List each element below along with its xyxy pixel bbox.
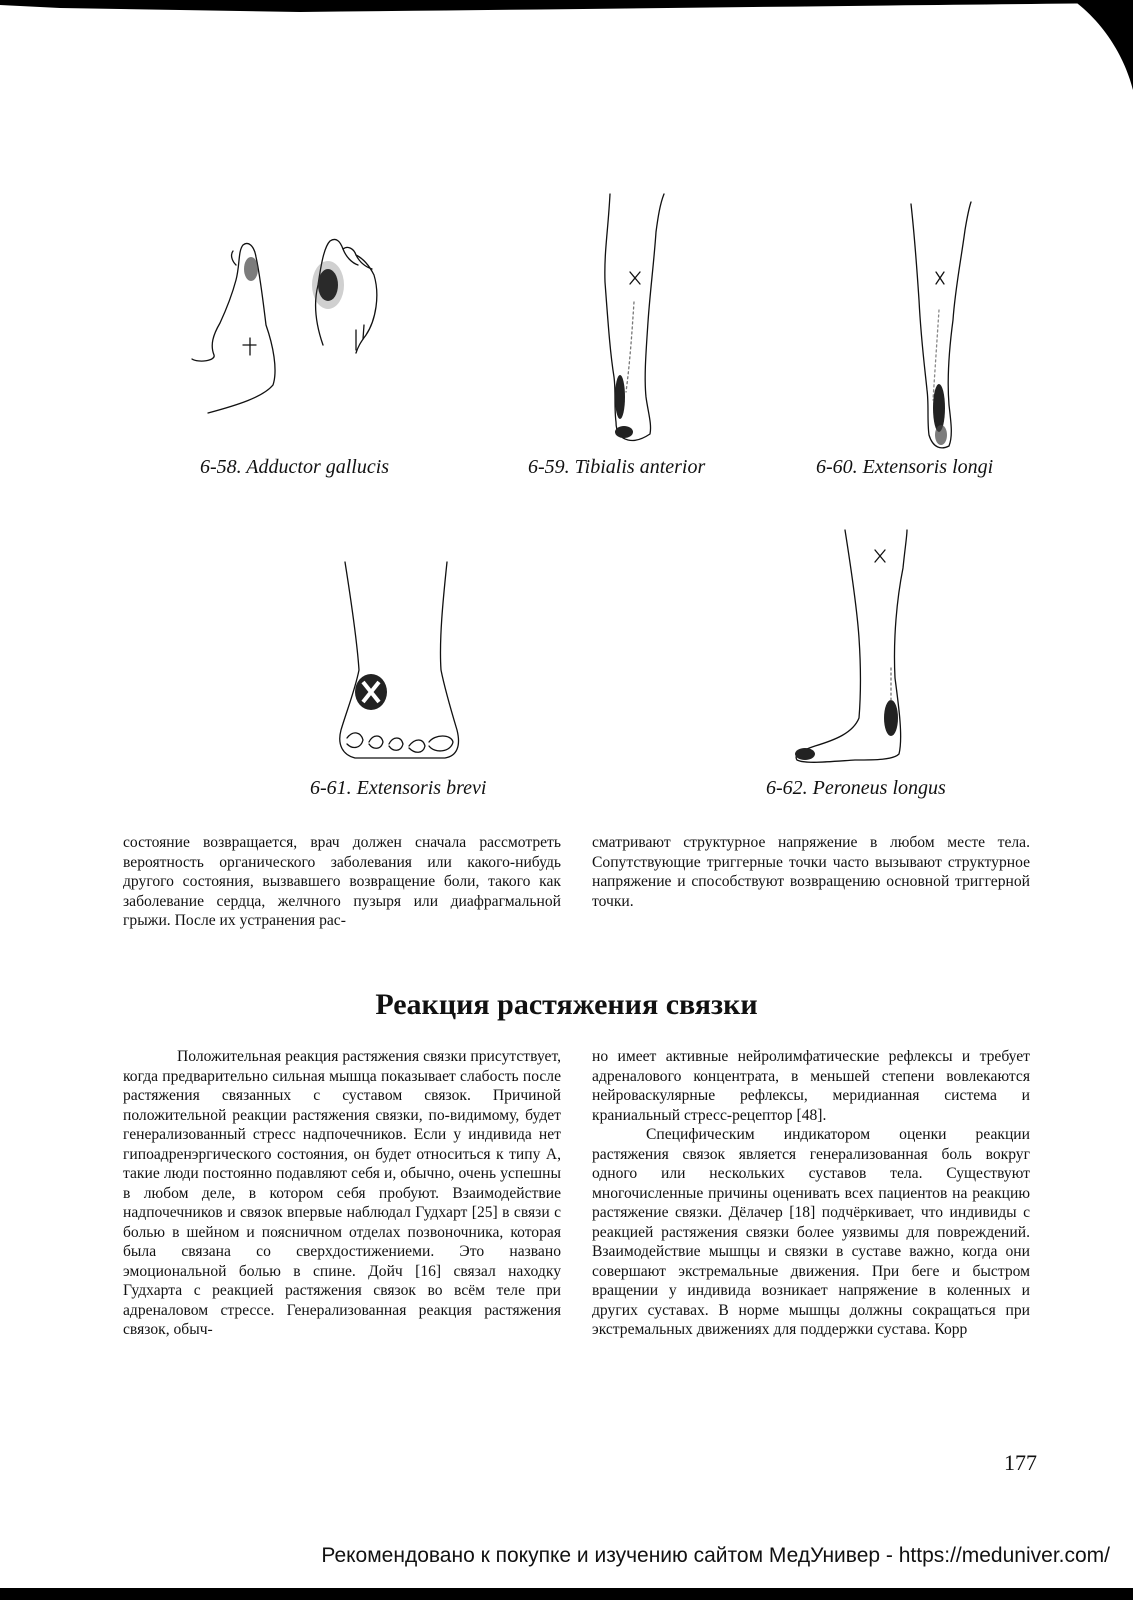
figure-6-60-illustration xyxy=(905,200,985,455)
figure-6-61-illustration xyxy=(335,560,475,770)
scan-edge-bottom xyxy=(0,1588,1133,1600)
scan-edge-right xyxy=(1073,0,1133,90)
scan-edge-top xyxy=(0,0,1133,14)
figure-caption-6-61: 6-61. Extensoris brevi xyxy=(310,777,487,799)
figure-6-62-illustration xyxy=(795,528,935,773)
footer-recommendation: Рекомендовано к покупке и изучению сайтом МедУнивер - https://meduniver.com/ xyxy=(321,1544,1110,1567)
lower-text-right-column xyxy=(592,1047,1030,1340)
figure-caption-6-60: 6-60. Extensoris longi xyxy=(816,456,994,478)
lower-text-left-column xyxy=(123,1047,561,1340)
upper-text-right-column xyxy=(592,833,1030,911)
lower-right-paragraph-2: Специфическим индикатором оценки реакции растяжения связок является генерализованная боль вокруг одного или нескольких суставов тела. Существуют многочисленные причины оценивать всех пациентов на реакцию растяжение связки. Дёлачер [18] подчёркивает, что индивиды с реакцией растяжения связки более уязвимы для повреждений. Взаимодействие мышцы и связки в суставе важно, когда они совершают экстремальные движения. При беге и быстром вращении у индивида возникает напряжение в коленных и других суставах. В норме мышцы должны сокращаться при экстремальных движениях для поддержки сустава. Корр xyxy=(592,1126,1030,1338)
figure-6-58-illustration xyxy=(188,235,398,420)
upper-text-left-column xyxy=(123,833,561,931)
lower-right-paragraph-1: но имеет активные нейролимфатические рефлексы и требует адреналового концентрата, в меньшей степени вовлекаются нейроваскулярные рефлексы, меридианная система и краниальный стресс-рецептор [48]. xyxy=(592,1048,1030,1124)
figure-caption-6-59: 6-59. Tibialis anterior xyxy=(528,456,706,478)
upper-left-paragraph: состояние возвращается, врач должен сначала рассмотреть вероятность органического заболевания или какого-нибудь другого состояния, вызвавшего возвращение боли, такого как заболевание сердца, желчного пузыря или диафрагмальной грыжи. После их устранения рас- xyxy=(123,834,561,929)
section-title: Реакция растяжения связки xyxy=(375,988,758,1021)
lower-left-paragraph: Положительная реакция растяжения связки присутствует, когда предварительно сильная мышца показывает слабость после растяжения связанных с суставом связок. Причиной положительной реакции растяжения связки, по-видимому, будет генерализованный стресс надпочечников. Если у индивида нет гипоадренэргического состояния, он будет относиться к типу А, такие люди постоянно подавляют себя и, обычно, очень успешны в любом деле, в котором себя пробуют. Взаимодействие надпочечников и связок впервые наблюдал Гудхарт [25] в связи с болью в шейном и поясничном отделах позвоночника, которая была связана со сверхдостижениеми. Это названо эмоциональной болью в спине. Дойч [16] связал находку Гудхарта с реакцией растяжения связок во всём теле при адреналовом стрессе. Генерализованная реакция растяжения связок, обыч- xyxy=(123,1048,561,1338)
figure-caption-6-62: 6-62. Peroneus longus xyxy=(766,777,946,799)
figure-caption-6-58: 6-58. Adductor gallucis xyxy=(200,456,390,478)
page-number: 177 xyxy=(1004,1450,1037,1475)
figure-6-59-illustration xyxy=(590,192,680,450)
upper-right-paragraph: сматривают структурное напряжение в любом месте тела. Сопутствующие триггерные точки часто вызывают структурное напряжение и способствуют возвращению основной триггерной точки. xyxy=(592,834,1030,910)
